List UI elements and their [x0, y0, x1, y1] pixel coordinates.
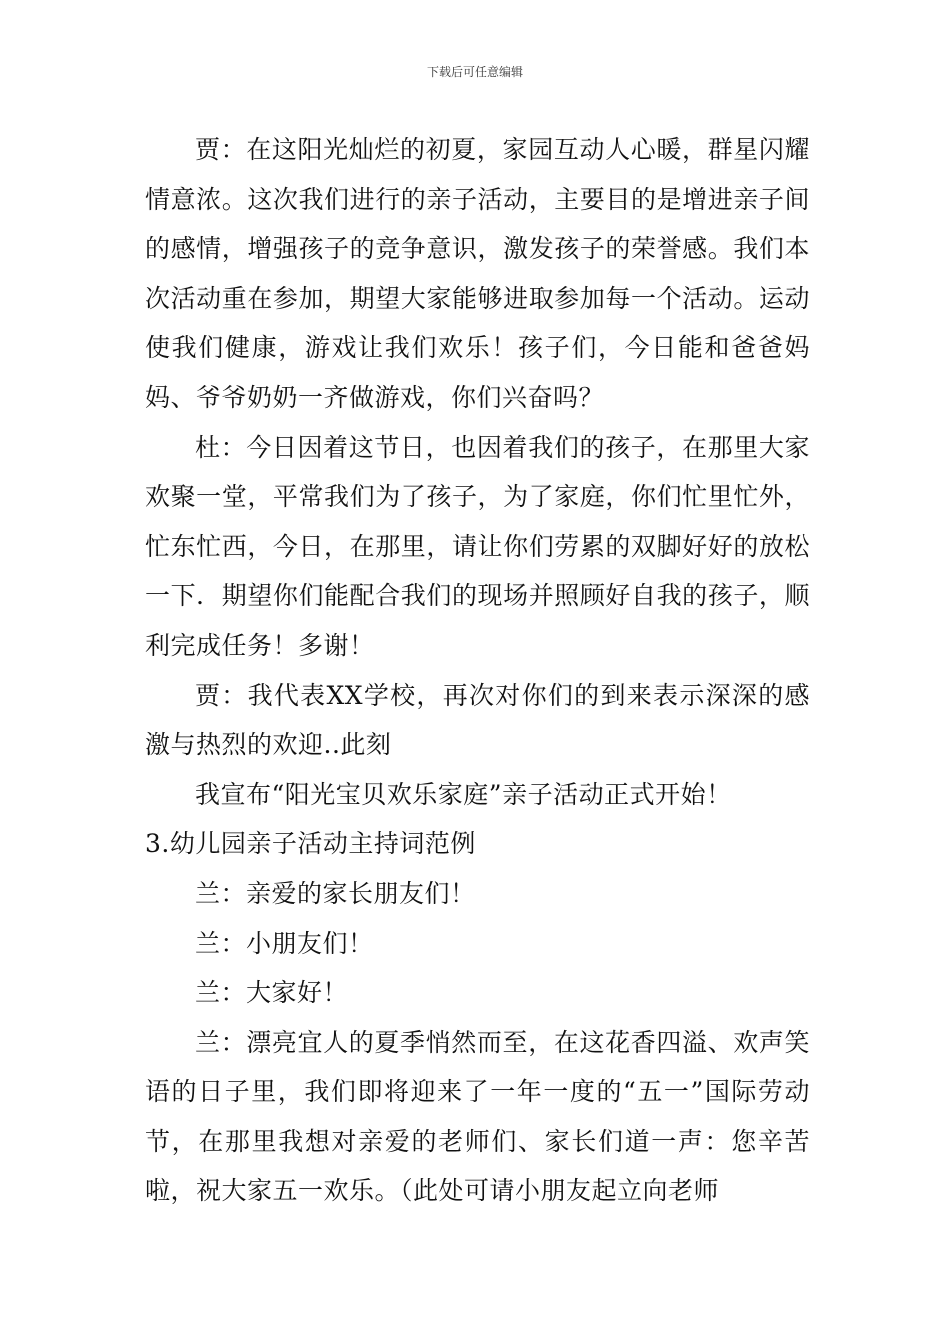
- paragraph-lan-greeting-children: 兰：小朋友们！: [195, 928, 374, 958]
- paragraph-du-speech: 杜：今日因着这节日，也因着我们的孩子，在那里大家欢聚一堂，平常我们为了孩子，为了家庭，你们忙里忙外，忙东忙西，今日，在那里，请让你们劳累的双脚好好的放松一下．期望你们能配合我们的现场并照顾好自我的孩子，顺利完成任务！多谢！: [145, 432, 810, 660]
- paragraph-lan-greeting-all: 兰：大家好！: [195, 978, 349, 1008]
- paragraph-announcement: 我宣布“阳光宝贝欢乐家庭”亲子活动正式开始！: [195, 779, 732, 809]
- paragraph-jia-thanks: 贾：我代表XX学校，再次对你们的到来表示深深的感激与热烈的欢迎..此刻: [145, 680, 810, 760]
- section-heading: 3.幼儿园亲子活动主持词范例: [145, 829, 476, 859]
- page-header: 下载后可任意编辑: [426, 65, 523, 79]
- paragraph-jia-opening: 贾：在这阳光灿烂的初夏，家园互动人心暖，群星闪耀情意浓。这次我们进行的亲子活动，主要目的是增进亲子间的感情，增强孩子的竞争意识，激发孩子的荣誉感。我们本次活动重在参加，期望大家能够进取参加每一个活动。运动使我们健康，游戏让我们欢乐！孩子们，今日能和爸爸妈妈、爷爷奶奶一齐做游戏，你们兴奋吗？: [145, 135, 810, 412]
- document-body: [145, 125, 810, 1216]
- paragraph-lan-summer: 兰：漂亮宜人的夏季悄然而至，在这花香四溢、欢声笑语的日子里，我们即将迎来了一年一度的“五一”国际劳动节，在那里我想对亲爱的老师们、家长们道一声：您辛苦啦，祝大家五一欢乐。（此处可请小朋友起立向老师: [145, 1027, 810, 1206]
- paragraph-lan-greeting-parents: 兰：亲爱的家长朋友们！: [195, 878, 476, 908]
